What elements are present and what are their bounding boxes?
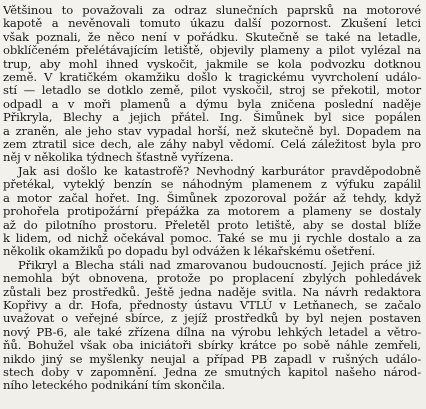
text-line: a zraněn, ale jeho stav vypadal horší, než skutečně byl. Dopadem na (3, 123, 421, 138)
text-line: obklíčeném přelétávajícím letiště, objevily plameny a pilot vylézal na (3, 43, 421, 58)
text-line: Přikryl a Blecha stáli nad zmarovanou budoucností. Jejich práce již (18, 257, 421, 272)
text-line: Přikryla, Blechy a jejich přátel. Ing. Šimůnek byl sice popálen (3, 110, 421, 125)
text-line: ního leteckého podnikání tím skončila. (3, 378, 226, 393)
text-line: země. V kratičkém okamžiku došlo k tragickému vyvrcholení událo- (3, 70, 421, 85)
text-line: nemohla být obnovena, protože po proplacení zbylých pohledávek (3, 271, 421, 286)
text-line: trup, aby mohl ihned vyskočit, jakmile se kola podvozku dotknou (3, 56, 421, 71)
text-line: několik okamžiků po dopadu byl odvážen k lékařskému ošetření. (3, 244, 376, 259)
text-line: však poznali, že něco není v pořádku. Skutečně se také na letadle, (3, 29, 421, 44)
text-line: kapotě a nevěnovali tomuto úkazu další pozornost. Zkušení letci (3, 16, 421, 31)
text-line: Jak asi došlo ke katastrofě? Nevhodný karburátor pravděpodobně (18, 163, 421, 178)
text-line: přetékal, vyteklý benzín se náhodným plamenem z výfuku zapálil (3, 177, 421, 192)
paragraph-3 (3, 259, 421, 393)
text-line: stí — letadlo se dotklo země, pilot vyskočil, stroj se překotil, motor (3, 83, 421, 98)
paragraph-1 (3, 4, 421, 165)
text-line: zůstali bez prostředků. Ještě jedna naděje svitla. Na návrh redaktora (3, 284, 421, 299)
text-line: stech doby v zapomnění. Jedna ze smutných kapitol našeho národ- (3, 364, 421, 379)
text-line: zem ztratil sice dech, ale záhy nabyl vědomí. Celá záležitost byla pro (3, 137, 421, 152)
text-line: uvažovat o veřejné sbírce, z jejíž prostředků by byl nejen postaven (3, 311, 421, 326)
text-line: k lidem, od nichž očekával pomoc. Také se mu ji rychle dostalo a za (3, 230, 421, 245)
text-line: nový PB-6, ale také zřízena dílna na výrobu lehkých letadel a větro- (3, 324, 421, 339)
body-text (3, 4, 421, 393)
text-line: Většinou to považovali za odraz slunečních paprsků na motorové (3, 3, 421, 17)
text-line: ňů. Bohužel však oba iniciátoři sbírky krátce po sobě náhle zemřeli, (3, 338, 421, 353)
text-line: nikdo jiný se myšlenky neujal a případ PB zapadl v rušných událo- (3, 351, 421, 366)
text-line: a motor začal hořet. Ing. Šimůnek zpozoroval požár až tehdy, když (3, 190, 421, 205)
text-line: až do pilotního prostoru. Přeletěl proto letiště, aby se dostal blíže (3, 217, 421, 232)
text-line: prohořela protipožární přepážka za motorem a plameny se dostaly (3, 204, 421, 219)
text-line: odpadl a v moři plamenů a dýmu byla zničena poslední naděje (3, 96, 421, 111)
text-line: něj v několika týdnech šťastně vyřízena. (3, 150, 234, 165)
text-line: Kopřivy a dr. Hofa, přednosty ústavu VTLÚ v Letňanech, se začalo (3, 297, 421, 312)
paragraph-2 (3, 165, 421, 259)
